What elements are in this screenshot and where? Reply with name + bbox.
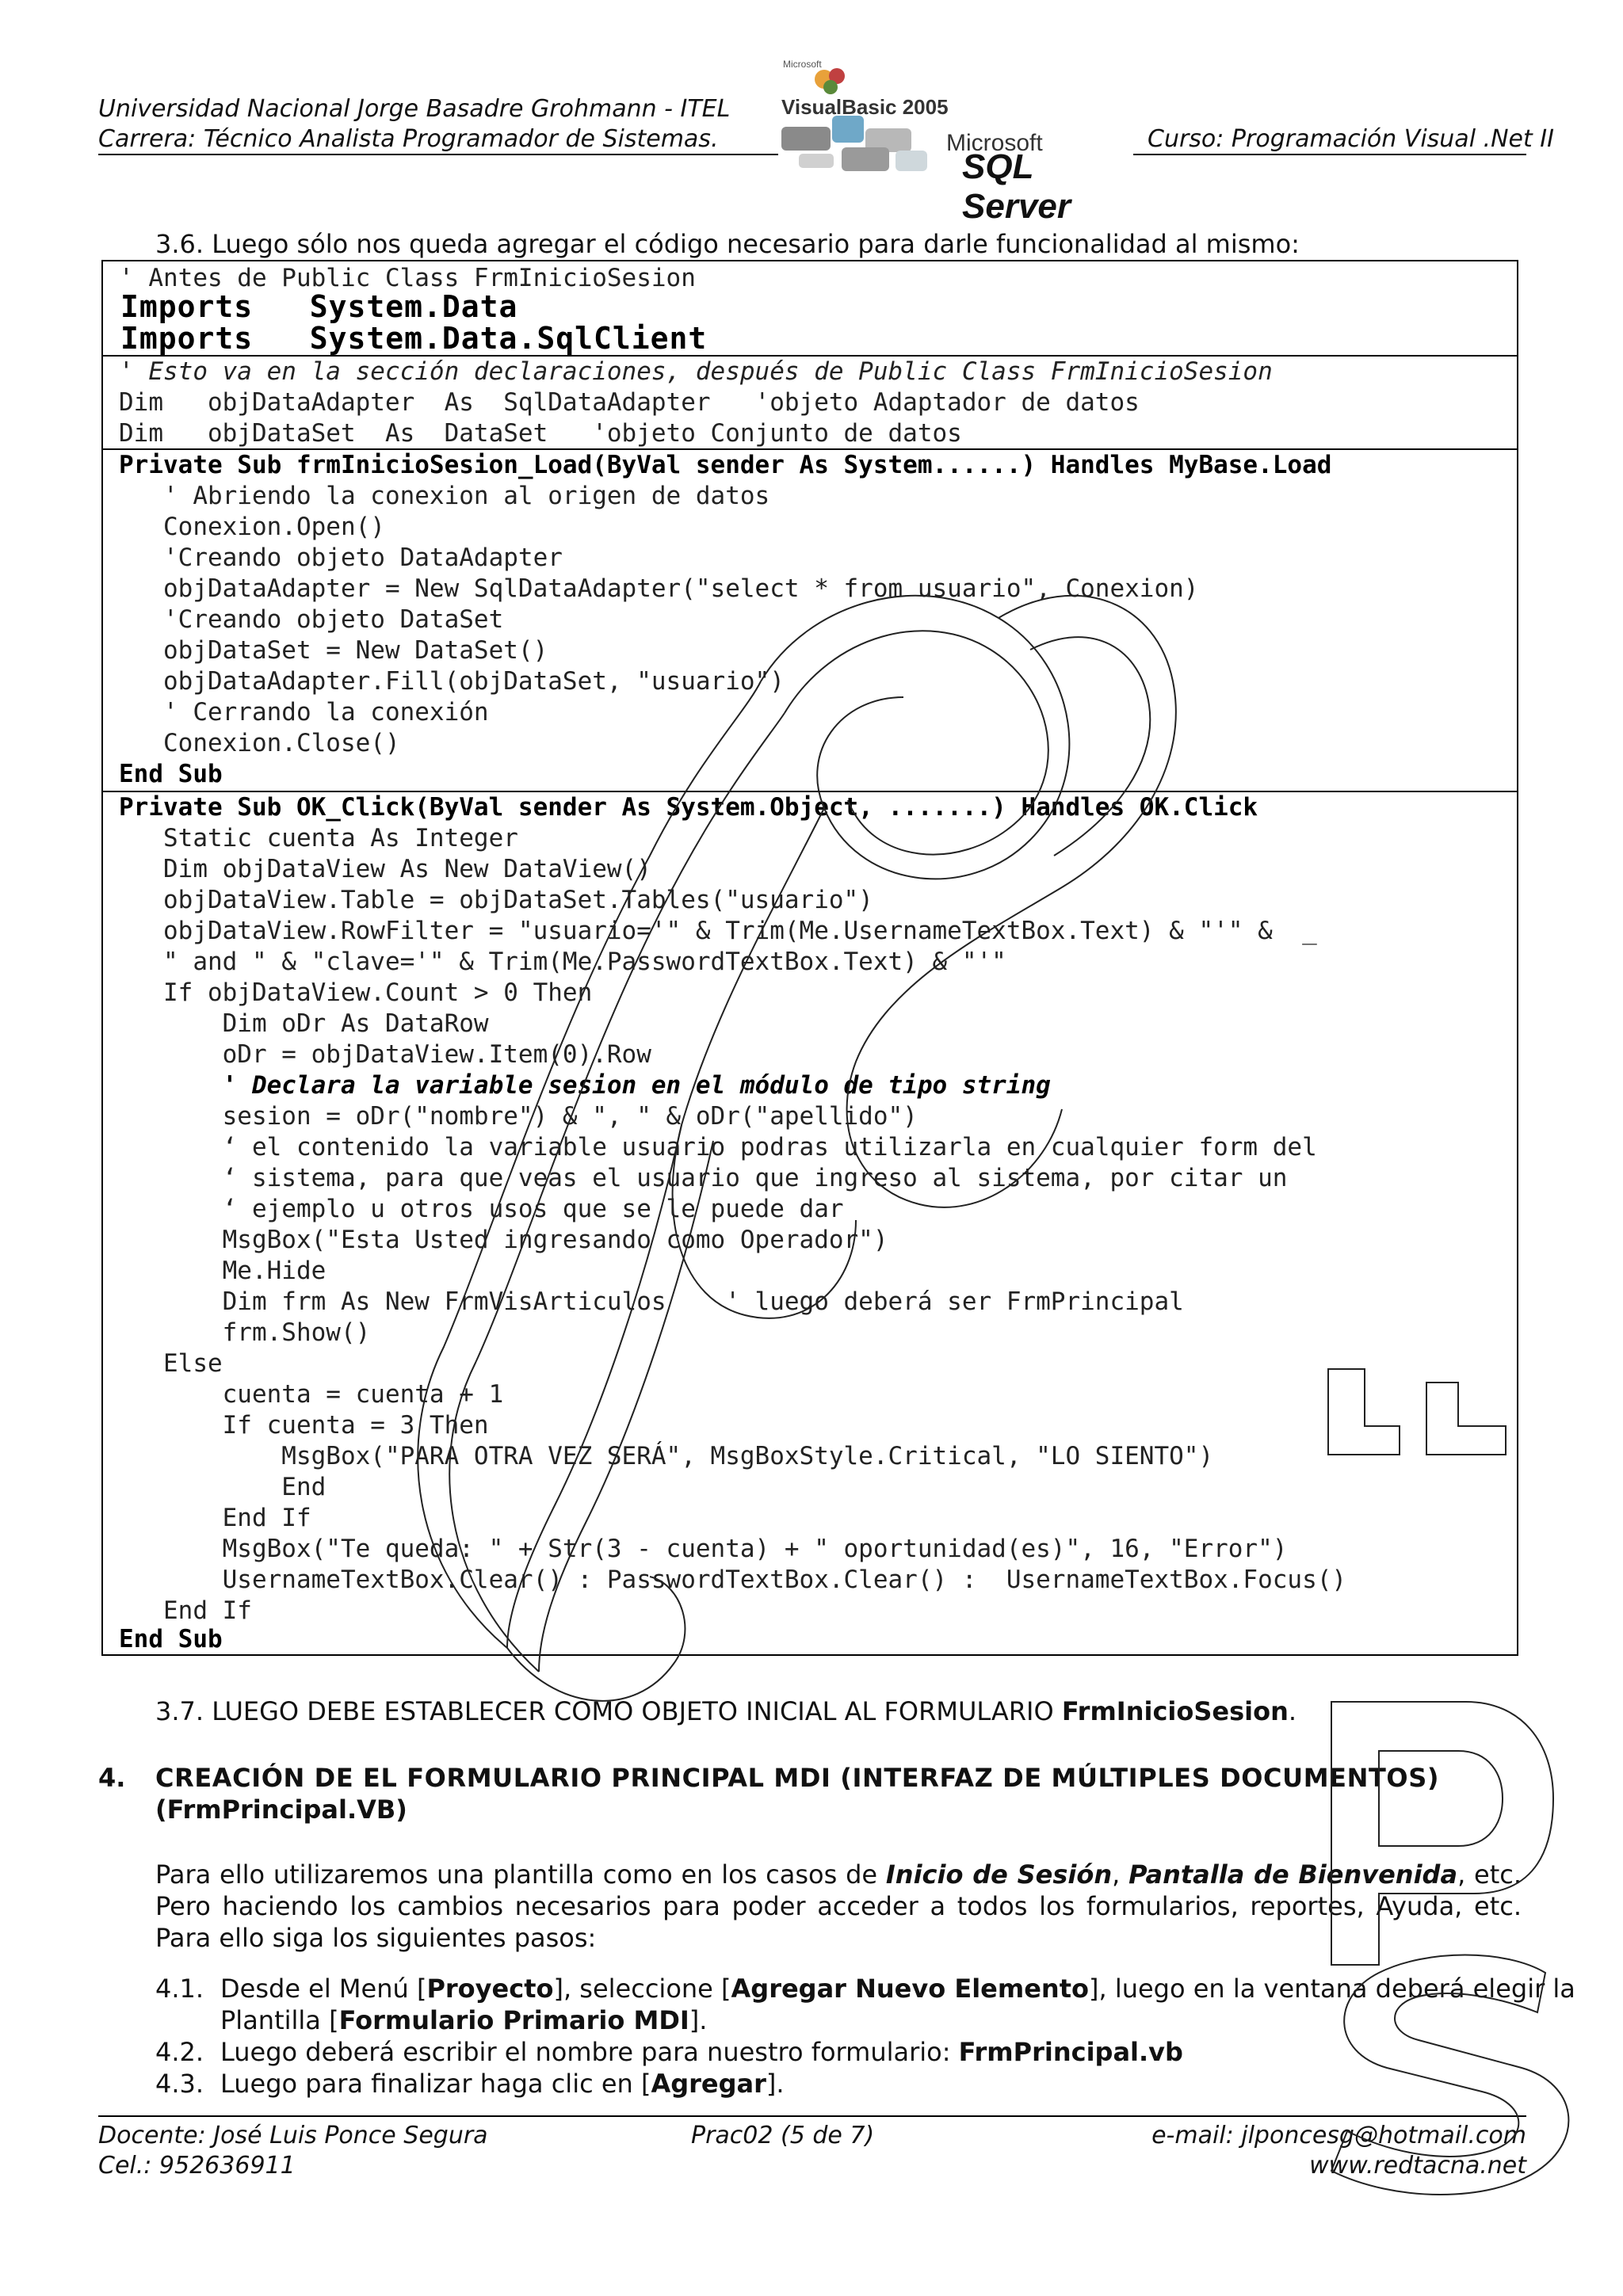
step-form-filename: FrmPrincipal.vb: [958, 2037, 1183, 2067]
code-line: objDataView.Table = objDataSet.Tables("usuario"): [119, 886, 873, 914]
code-line: UsernameTextBox.Clear() : PasswordTextBox.Clear() : UsernameTextBox.Focus(): [119, 1566, 1347, 1594]
code-line: objDataAdapter.Fill(objDataSet, "usuario"): [119, 667, 785, 696]
code-line: Else: [119, 1349, 223, 1378]
code-line: 'Creando objeto DataAdapter: [119, 543, 563, 572]
header-course: Curso: Programación Visual .Net II: [1148, 125, 1554, 153]
step-text: ], luego en la ventana deberá elegir la: [1088, 1974, 1575, 2004]
code-line: ' Esto va en la sección declaraciones, después de Public Class FrmInicioSesion: [119, 357, 1273, 386]
code-line: objDataSet = New DataSet(): [119, 636, 548, 665]
header-rule-right: [1133, 154, 1526, 155]
code-line: objDataAdapter = New SqlDataAdapter("select * from usuario", Conexion): [119, 574, 1199, 603]
logo-sqlserver-text: SQL Server: [962, 147, 1071, 226]
para-text: Para ello utilizaremos una plantilla como en los casos de: [155, 1859, 886, 1890]
section-4-title: CREACIÓN DE EL FORMULARIO PRINCIPAL MDI (INTERFAZ DE MÚLTIPLES DOCUMENTOS): [155, 1763, 1440, 1793]
code-line: Imports System.Data: [120, 289, 518, 324]
code-line: objDataView.RowFilter = "usuario='" & Trim(Me.UsernameTextBox.Text) & "'" & _: [119, 917, 1317, 945]
code-line: If objDataView.Count > 0 Then: [119, 978, 593, 1007]
code-line: End: [119, 1473, 327, 1501]
code-line: End Sub: [119, 1625, 223, 1653]
step-4-2-text: [220, 2036, 1183, 2068]
logo-vb-microsoft: Microsoft: [783, 59, 822, 70]
step-text: Luego deberá escribir el nombre para nuestro formulario:: [220, 2037, 959, 2067]
logo-vb-sqlserver: [777, 59, 1133, 226]
code-line: Imports System.Data.SqlClient: [120, 321, 708, 356]
section-3-7-text: [155, 1695, 1296, 1727]
code-line: Private Sub OK_Click(ByVal sender As System.Object, .......) Handles OK.Click: [119, 793, 1258, 822]
section-3-7-suffix: .: [1288, 1696, 1297, 1726]
step-text: ], seleccione [: [553, 1974, 731, 2004]
code-line: Static cuenta As Integer: [119, 824, 518, 852]
step-4-3-number: 4.3.: [155, 2069, 204, 2099]
code-line: Dim objDataAdapter As SqlDataAdapter 'objeto Adaptador de datos: [119, 388, 1140, 417]
step-button-agregar: Agregar: [651, 2069, 766, 2099]
code-line: Private Sub frmInicioSesion_Load(ByVal sender As System......) Handles MyBase.Load: [119, 451, 1332, 479]
code-line: " and " & "clave='" & Trim(Me.PasswordTextBox.Text) & "'": [119, 948, 1006, 976]
header-university: Universidad Nacional Jorge Basadre Grohmann - ITEL: [98, 95, 731, 123]
code-line: MsgBox("Esta Usted ingresando como Operador"): [119, 1226, 888, 1254]
code-line: Dim oDr As DataRow: [119, 1009, 489, 1038]
footer-teacher: Docente: José Luis Ponce Segura: [98, 2122, 488, 2149]
para-emphasis: Inicio de Sesión: [885, 1859, 1113, 1890]
section-3-6-text: 3.6. Luego sólo nos queda agregar el código necesario para darle funcionalidad al mismo:: [155, 229, 1300, 259]
code-line: ‘ ejemplo u otros usos que se le puede dar: [119, 1195, 844, 1223]
para-text: , etc. Pero haciendo los cambios necesarios para poder acceder a todos los formularios, reportes, Ayuda, etc. Para ello siga los siguientes pasos:: [155, 1859, 1522, 1953]
code-line: frm.Show(): [119, 1318, 371, 1347]
code-line: Conexion.Close(): [119, 729, 400, 757]
code-line: ' Abriendo la conexion al origen de datos: [119, 482, 770, 510]
step-4-3-text: [220, 2068, 785, 2100]
code-line: ' Antes de Public Class FrmInicioSesion: [119, 264, 696, 292]
header-rule-left: [98, 154, 778, 155]
code-line: End If: [119, 1504, 311, 1532]
code-line: cuenta = cuenta + 1: [119, 1380, 504, 1409]
code-line: Dim objDataView As New DataView(): [119, 855, 651, 883]
code-line: Me.Hide: [119, 1257, 327, 1285]
code-line: 'Creando objeto DataSet: [119, 605, 504, 634]
code-line: Conexion.Open(): [119, 513, 385, 541]
code-line: MsgBox("Te queda: " + Str(3 - cuenta) + " oportunidad(es)", 16, "Error"): [119, 1535, 1288, 1563]
para-emphasis: Pantalla de Bienvenida: [1128, 1859, 1458, 1890]
code-line: If cuenta = 3 Then: [119, 1411, 489, 1440]
header-career: Carrera: Técnico Analista Programador de Sistemas.: [98, 125, 719, 153]
code-line: ‘ sistema, para que veas el usuario que ingreso al sistema, por citar un: [119, 1164, 1288, 1192]
footer-rule: [98, 2115, 1526, 2117]
code-line: sesion = oDr("nombre") & ", " & oDr("apellido"): [119, 1102, 918, 1131]
logo-vb-text: VisualBasic 2005: [781, 95, 949, 119]
footer-email: e-mail: jlponcesg@hotmail.com: [1151, 2122, 1526, 2149]
code-line-comment-bold: ' Declara la variable sesion en el módulo de tipo string: [119, 1071, 1051, 1100]
code-line: oDr = objDataView.Item(0).Row: [119, 1040, 651, 1069]
step-text: Luego para finalizar haga clic en [: [220, 2069, 651, 2099]
footer-web: www.redtacna.net: [1309, 2152, 1526, 2180]
code-line: Dim objDataSet As DataSet 'objeto Conjunto de datos: [119, 419, 962, 448]
code-line: End Sub: [119, 760, 223, 788]
footer-phone: Cel.: 952636911: [98, 2152, 296, 2180]
step-4-1-text: [220, 1973, 1575, 2004]
step-menu-proyecto: Proyecto: [426, 1974, 554, 2004]
code-line: Dim frm As New FrmVisArticulos ' luego deberá ser FrmPrincipal: [119, 1287, 1184, 1316]
section-4-title-file: (FrmPrincipal.VB): [155, 1794, 407, 1825]
step-4-1-text-cont: [220, 2004, 707, 2036]
code-line: End If: [119, 1596, 252, 1625]
step-4-1-number: 4.1.: [155, 1974, 204, 2004]
logo-microsoft-text: Microsoft: [946, 130, 1043, 156]
section-4-number: 4.: [98, 1763, 126, 1793]
step-text: Desde el Menú [: [220, 1974, 427, 2004]
step-menu-agregar-elemento: Agregar Nuevo Elemento: [731, 1974, 1089, 2004]
section-4-paragraph: [155, 1859, 1522, 1954]
step-text: Plantilla [: [220, 2005, 339, 2035]
step-text: ].: [689, 2005, 708, 2035]
step-template-mdi: Formulario Primario MDI: [338, 2005, 689, 2035]
step-4-2-number: 4.2.: [155, 2037, 204, 2067]
code-line: ‘ el contenido la variable usuario podras utilizarla en cualquier form del: [119, 1133, 1317, 1161]
para-text: ,: [1112, 1859, 1129, 1890]
section-3-7-prefix: 3.7. LUEGO DEBE ESTABLECER COMO OBJETO INICIAL AL FORMULARIO: [155, 1696, 1062, 1726]
code-line: MsgBox("PARA OTRA VEZ SERÁ", MsgBoxStyle.Critical, "LO SIENTO"): [119, 1442, 1214, 1470]
step-text: ].: [766, 2069, 785, 2099]
code-listing: [101, 260, 1518, 1656]
footer-page: Prac02 (5 de 7): [691, 2122, 875, 2149]
code-line: ' Cerrando la conexión: [119, 698, 489, 727]
section-3-7-form-name: FrmInicioSesion: [1061, 1696, 1289, 1726]
